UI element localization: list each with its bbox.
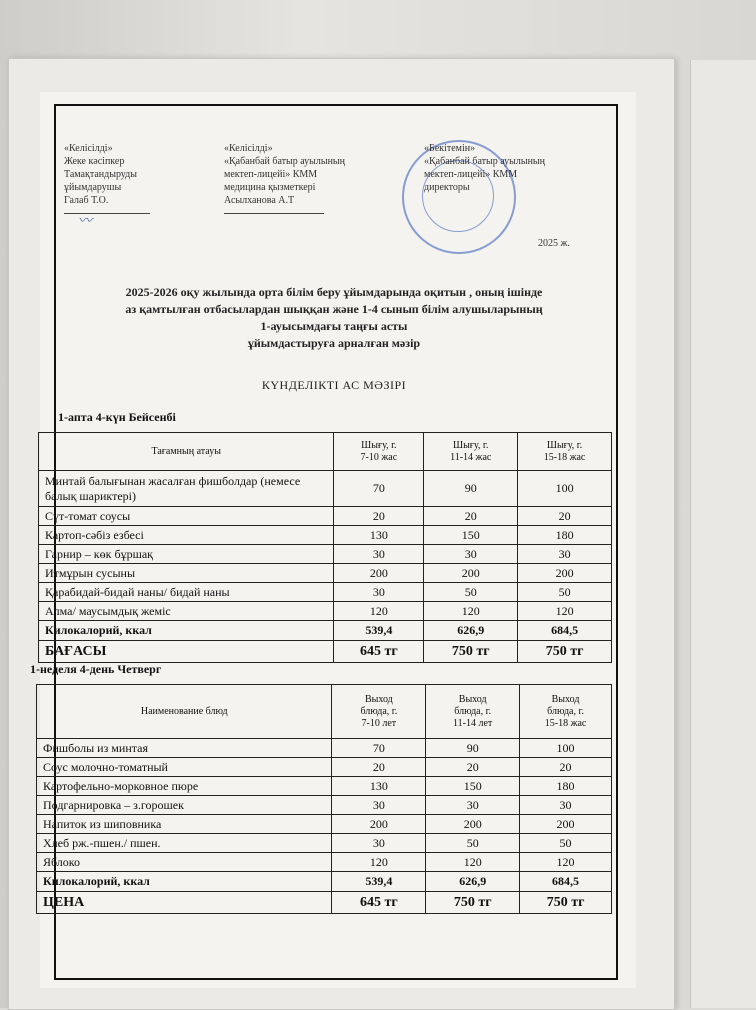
- approval-line: Галаб Т.О.: [64, 195, 109, 206]
- title-line: 1-ауысымдағы таңғы асты: [260, 319, 408, 333]
- cell-value: 180: [518, 526, 612, 545]
- table-row: [39, 564, 612, 583]
- approval-line: Асылханова А.Т: [224, 195, 295, 206]
- header-line: блюда, г.: [360, 705, 398, 717]
- cell-value: 30: [332, 834, 426, 853]
- price-value: 750 тг: [426, 892, 520, 914]
- cell-value: 120: [426, 853, 520, 872]
- cell-value: 30: [424, 545, 518, 564]
- table-row: [39, 583, 612, 602]
- cell-value: 120: [424, 602, 518, 621]
- approval-line: медицина қызметкері: [224, 182, 316, 193]
- header-line: 11-14 лет: [453, 717, 493, 729]
- kz-header-row: [39, 433, 612, 471]
- cell-value: 50: [518, 583, 612, 602]
- dish-name: Итмұрын сусыны: [39, 564, 334, 583]
- kcal-value: 684,5: [520, 872, 612, 892]
- header-line: Выход: [458, 693, 487, 705]
- header-line: 7-10 жас: [360, 451, 398, 463]
- price-value: 750 тг: [520, 892, 612, 914]
- dish-name: Картоп-сәбіз езбесі: [39, 526, 334, 545]
- cell-value: 30: [426, 796, 520, 815]
- header-line: 15-18 жас: [544, 717, 587, 729]
- cell-value: 120: [334, 602, 424, 621]
- dish-name: Алма/ маусымдық жеміс: [39, 602, 334, 621]
- dish-name: Подгарнировка – з.горошек: [37, 796, 332, 815]
- table-row: [37, 815, 612, 834]
- table-row: [39, 471, 612, 507]
- title-line: ұйымдастыруға арналған мәзір: [247, 336, 421, 350]
- cell-value: 200: [520, 815, 612, 834]
- approval-line: мектеп-лицейі» КММ: [424, 169, 518, 180]
- dish-name: Минтай балығынан жасалған фишболдар (немесе балық шариктері): [39, 471, 334, 507]
- cell-value: 50: [424, 583, 518, 602]
- daily-menu-heading: КҮНДЕЛІКТІ АС МӘЗІРІ: [261, 378, 407, 392]
- table-row: [37, 796, 612, 815]
- kcal-value: 539,4: [332, 872, 426, 892]
- approval-block-3: [424, 142, 545, 194]
- cell-value: 20: [332, 758, 426, 777]
- approval-line: мектеп-лицейі» КММ: [224, 169, 318, 180]
- dish-name: Гарнир – көк бұршақ: [39, 545, 334, 564]
- price-value: 645 тг: [334, 641, 424, 663]
- table-row: [39, 526, 612, 545]
- cell-value: 50: [426, 834, 520, 853]
- table-row: [37, 853, 612, 872]
- header-line: 7-10 лет: [361, 717, 397, 729]
- dish-name: Қарабидай-бидай наны/ бидай наны: [39, 583, 334, 602]
- ru-week-label: 1-неделя 4-день Четверг: [30, 662, 162, 676]
- kcal-row: [39, 621, 612, 641]
- cell-value: 70: [332, 739, 426, 758]
- signature-line: [224, 213, 324, 214]
- price-label: БАҒАСЫ: [39, 641, 334, 663]
- cell-value: 30: [334, 583, 424, 602]
- column-header: [424, 433, 518, 471]
- cell-value: 20: [426, 758, 520, 777]
- dish-name: Картофельно-морковное пюре: [37, 777, 332, 796]
- kz-week-label: 1-апта 4-күн Бейсенбі: [58, 410, 176, 424]
- column-header: [520, 685, 612, 739]
- dish-name: Сүт-томат соусы: [39, 507, 334, 526]
- cell-value: 30: [520, 796, 612, 815]
- cell-value: 120: [518, 602, 612, 621]
- column-header: Наименование блюд: [37, 685, 332, 739]
- signature-line: [64, 213, 150, 214]
- handwritten-signature: 〰︎: [78, 214, 92, 229]
- approval-line: ұйымдарушы: [64, 182, 122, 193]
- price-row: [39, 641, 612, 663]
- approval-block-1: [64, 142, 150, 214]
- cell-value: 200: [426, 815, 520, 834]
- price-value: 750 тг: [518, 641, 612, 663]
- cell-value: 30: [334, 545, 424, 564]
- kz-menu-table: [38, 432, 612, 663]
- cell-value: 30: [518, 545, 612, 564]
- approval-line: Жеке кәсіпкер: [64, 156, 125, 167]
- column-header: [518, 433, 612, 471]
- cell-value: 90: [424, 471, 518, 507]
- approval-line: Тамақтандыруды: [64, 169, 137, 180]
- header-line: блюда, г.: [454, 705, 492, 717]
- kcal-label: Килокалорий, ккал: [37, 872, 332, 892]
- cell-value: 70: [334, 471, 424, 507]
- cell-value: 130: [334, 526, 424, 545]
- approval-line: «Қабанбай батыр ауылының: [224, 156, 346, 167]
- approval-block-2: [224, 142, 345, 214]
- cell-value: 90: [426, 739, 520, 758]
- cell-value: 120: [332, 853, 426, 872]
- menu-title: [58, 284, 610, 352]
- cell-value: 200: [518, 564, 612, 583]
- cell-value: 180: [520, 777, 612, 796]
- side-panel: [690, 60, 756, 1008]
- cell-value: 20: [334, 507, 424, 526]
- ru-header-row: [37, 685, 612, 739]
- header-line: блюда, г.: [547, 705, 584, 717]
- price-row: [37, 892, 612, 914]
- cell-value: 100: [518, 471, 612, 507]
- cell-value: 200: [334, 564, 424, 583]
- cell-value: 50: [520, 834, 612, 853]
- header-line: Шығу, г.: [546, 439, 583, 451]
- cell-value: 200: [332, 815, 426, 834]
- table-row: [39, 545, 612, 564]
- dish-name: Хлеб рж.-пшен./ пшен.: [37, 834, 332, 853]
- cell-value: 100: [520, 739, 612, 758]
- price-value: 645 тг: [332, 892, 426, 914]
- price-value: 750 тг: [424, 641, 518, 663]
- kcal-value: 626,9: [426, 872, 520, 892]
- cell-value: 20: [520, 758, 612, 777]
- header-line: Выход: [364, 693, 393, 705]
- approval-date: 2025 ж.: [538, 238, 570, 249]
- dish-name: Фишболы из минтая: [37, 739, 332, 758]
- approval-line: директоры: [424, 182, 470, 193]
- header-line: 15-18 жас: [543, 451, 586, 463]
- cell-value: 20: [518, 507, 612, 526]
- cell-value: 200: [424, 564, 518, 583]
- price-label: ЦЕНА: [37, 892, 332, 914]
- table-row: [37, 758, 612, 777]
- cell-value: 150: [426, 777, 520, 796]
- cell-value: 30: [332, 796, 426, 815]
- cell-value: 130: [332, 777, 426, 796]
- cell-value: 150: [424, 526, 518, 545]
- cell-value: 20: [424, 507, 518, 526]
- header-line: Шығу, г.: [453, 439, 489, 451]
- title-line: аз қамтылған отбасылардан шыққан және 1-4 сынып білім алушыларының: [125, 302, 543, 316]
- column-header: [334, 433, 424, 471]
- approval-line: «Келісілді»: [64, 143, 113, 154]
- approval-line: «Келісілді»: [224, 143, 273, 154]
- kcal-label: Килокалорий, ккал: [39, 621, 334, 641]
- table-row: [39, 602, 612, 621]
- table-row: [37, 739, 612, 758]
- header-line: 11-14 жас: [450, 451, 492, 463]
- kcal-value: 626,9: [424, 621, 518, 641]
- table-row: [37, 834, 612, 853]
- column-header: [332, 685, 426, 739]
- cell-value: 120: [520, 853, 612, 872]
- dish-name: Соус молочно-томатный: [37, 758, 332, 777]
- column-header: [426, 685, 520, 739]
- kcal-value: 539,4: [334, 621, 424, 641]
- table-row: [37, 777, 612, 796]
- title-line: 2025-2026 оқу жылында орта білім беру ұйымдарында оқитын , оның ішінде: [125, 285, 543, 299]
- approval-line: «Бекітемін»: [424, 143, 476, 154]
- column-header: Тағамның атауы: [39, 433, 334, 471]
- dish-name: Яблоко: [37, 853, 332, 872]
- kcal-value: 684,5: [518, 621, 612, 641]
- approval-line: «Қабанбай батыр ауылының: [424, 156, 546, 167]
- dish-name: Напиток из шиповника: [37, 815, 332, 834]
- kcal-row: [37, 872, 612, 892]
- header-line: Шығу, г.: [361, 439, 397, 451]
- header-line: Выход: [551, 693, 580, 705]
- ru-menu-table: [36, 684, 612, 914]
- table-row: [39, 507, 612, 526]
